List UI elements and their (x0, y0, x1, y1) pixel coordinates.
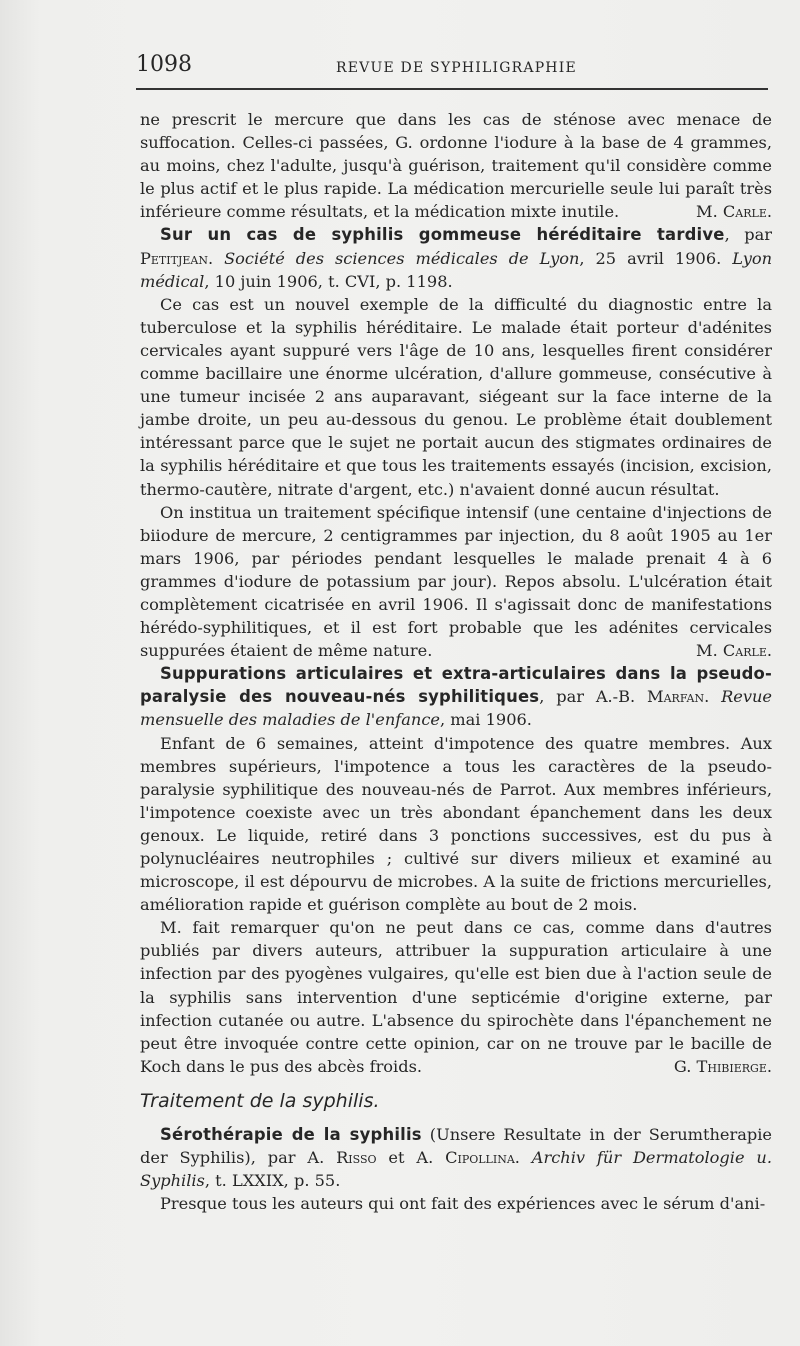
header-rule (136, 88, 768, 90)
article-title: Sur un cas de syphilis gommeuse héréditaire tardive (160, 225, 725, 245)
continued-paragraph: ne prescrit le mercure que dans les cas de sténose avec menace de suffocation. Celles-ci passées, G. ordonne l'iodure à la base de 4 grammes, au moins, chez l'adulte, jusqu'à guérison, traitement qu'il considère comme le plus actif et le plus rapide. La médication mercurielle seule lui paraît très inférieure comme résultats, et la médication mixte inutile. M. Carle. (140, 108, 772, 223)
article-paragraph: Ce cas est un nouvel exemple de la difficulté du diagnostic entre la tuberculose et la syphilis héréditaire. Le malade était porteur d'adénites cervicales ayant suppuré vers l'âge de 10 ans, lesquelles firent considérer comme bacillaire une énorme ulcération, d'allure gommeuse, consécutive à une tumeur incisée 2 ans auparavant, siégeant sur la face interne de la jambe droite, un peu au-dessous du genou. Le problème était doublement intéressant parce que le sujet ne portait aucun des stigmates ordinaires de la syphilis héréditaire et que tous les traitements essayés (incision, excision, thermo-cautère, nitrate d'argent, etc.) n'avaient donné aucun résultat. (140, 294, 772, 499)
journal-name: Revue mensuelle des maladies de l'enfance (140, 687, 772, 730)
journal-name: Archiv für Dermatologie u. Syphilis (140, 1148, 772, 1191)
article-paragraph: Enfant de 6 semaines, atteint d'impotence des quatre membres. Aux membres supérieurs, l'impotence a tous les caractères de la pseudo-paralysie syphilitique des nouveau-nés de Parrot. Aux membres inférieurs, l'impotence coexiste avec un très abondant épanchement dans les deux genoux. Le liquide, retiré dans 3 ponctions successives, est du pus à polynucléaires neutrophiles ; cultivé sur divers milieux et examiné au microscope, il est dépourvu de microbes. A la suite de frictions mercurielles, amélioration rapide et guérison complète au bout de 2 mois. (140, 733, 772, 915)
page-number: 1098 (136, 52, 192, 77)
section-heading: Traitement de la syphilis. (140, 1089, 380, 1112)
source-name: Société des sciences médicales de Lyon (224, 248, 580, 268)
article-citation: Sérothérapie de la syphilis (Unsere Resultate in der Serumtherapie der Syphilis), par A. Risso et A. Cipollina. Archiv für Dermatologie u. Syphilis, t. LXXIX, p. 55. (140, 1125, 773, 1191)
article-title: Sérothérapie de la syphilis (160, 1125, 422, 1145)
article-citation: Sur un cas de syphilis gommeuse héréditaire tardive, par Petitjean. Société des sciences médicales de Lyon, 25 avril 1906. Lyon médical, 10 juin 1906, t. CVI, p. 1198. (140, 225, 773, 291)
journal-name: Lyon médical (140, 248, 773, 291)
running-title: REVUE DE SYPHILIGRAPHIE (336, 60, 577, 76)
article-title: Suppurations articulaires et extra-articulaires dans la pseudo-paralysie des nouveau-nés syphilitiques (140, 664, 772, 707)
author: A. Risso (307, 1148, 377, 1168)
page-header (136, 52, 770, 80)
article-entry (140, 223, 772, 662)
signature: M. Carle. (696, 202, 772, 222)
author: A. Cipollina (416, 1148, 515, 1168)
article-entry (140, 1123, 772, 1215)
article-paragraph: Presque tous les auteurs qui ont fait des expériences avec le sérum d'ani- (160, 1194, 766, 1214)
page-body (140, 108, 772, 1215)
article-paragraph: M. fait remarquer qu'on ne peut dans ce cas, comme dans d'autres publiés par divers auteurs, attribuer la suppuration articulaire à une infection par des pyogènes vulgaires, qu'elle est bien due à l'action seule de la syphilis sans intervention d'une septicémie d'origine externe, par infection cutanée ou autre. L'absence du spirochète dans l'épanchement ne peut être invoquée contre cette opinion, car on ne trouve par le bacille de Koch dans le pus des abcès froids. G. Thibierge. (140, 916, 772, 1078)
signature: M. Carle. (696, 641, 772, 661)
author: A.-B. Marfan (595, 687, 705, 707)
author: Petitjean (140, 248, 208, 268)
article-paragraph: On institua un traitement spécifique intensif (une centaine d'injections de biiodure de mercure, 2 centigrammes par injection, du 8 août 1905 au 1er mars 1906, par périodes pendant lesquelles le malade prenait 4 à 6 grammes d'iodure de potassium par jour). Repos absolu. L'ulcération était complètement cicatrisée en avril 1906. Il s'agissait donc de manifestations hérédo-syphilitiques, et il est fort probable que les adénites cervicales suppurées étaient de même nature. M. Carle. (140, 501, 772, 663)
article-entry (140, 662, 772, 1078)
article-citation: Suppurations articulaires et extra-articulaires dans la pseudo-paralysie des nouveau-nés syphilitiques, par A.-B. Marfan. Revue mensuelle des maladies de l'enfance, mai 1906. (140, 664, 772, 730)
signature: G. Thibierge. (673, 1056, 772, 1076)
